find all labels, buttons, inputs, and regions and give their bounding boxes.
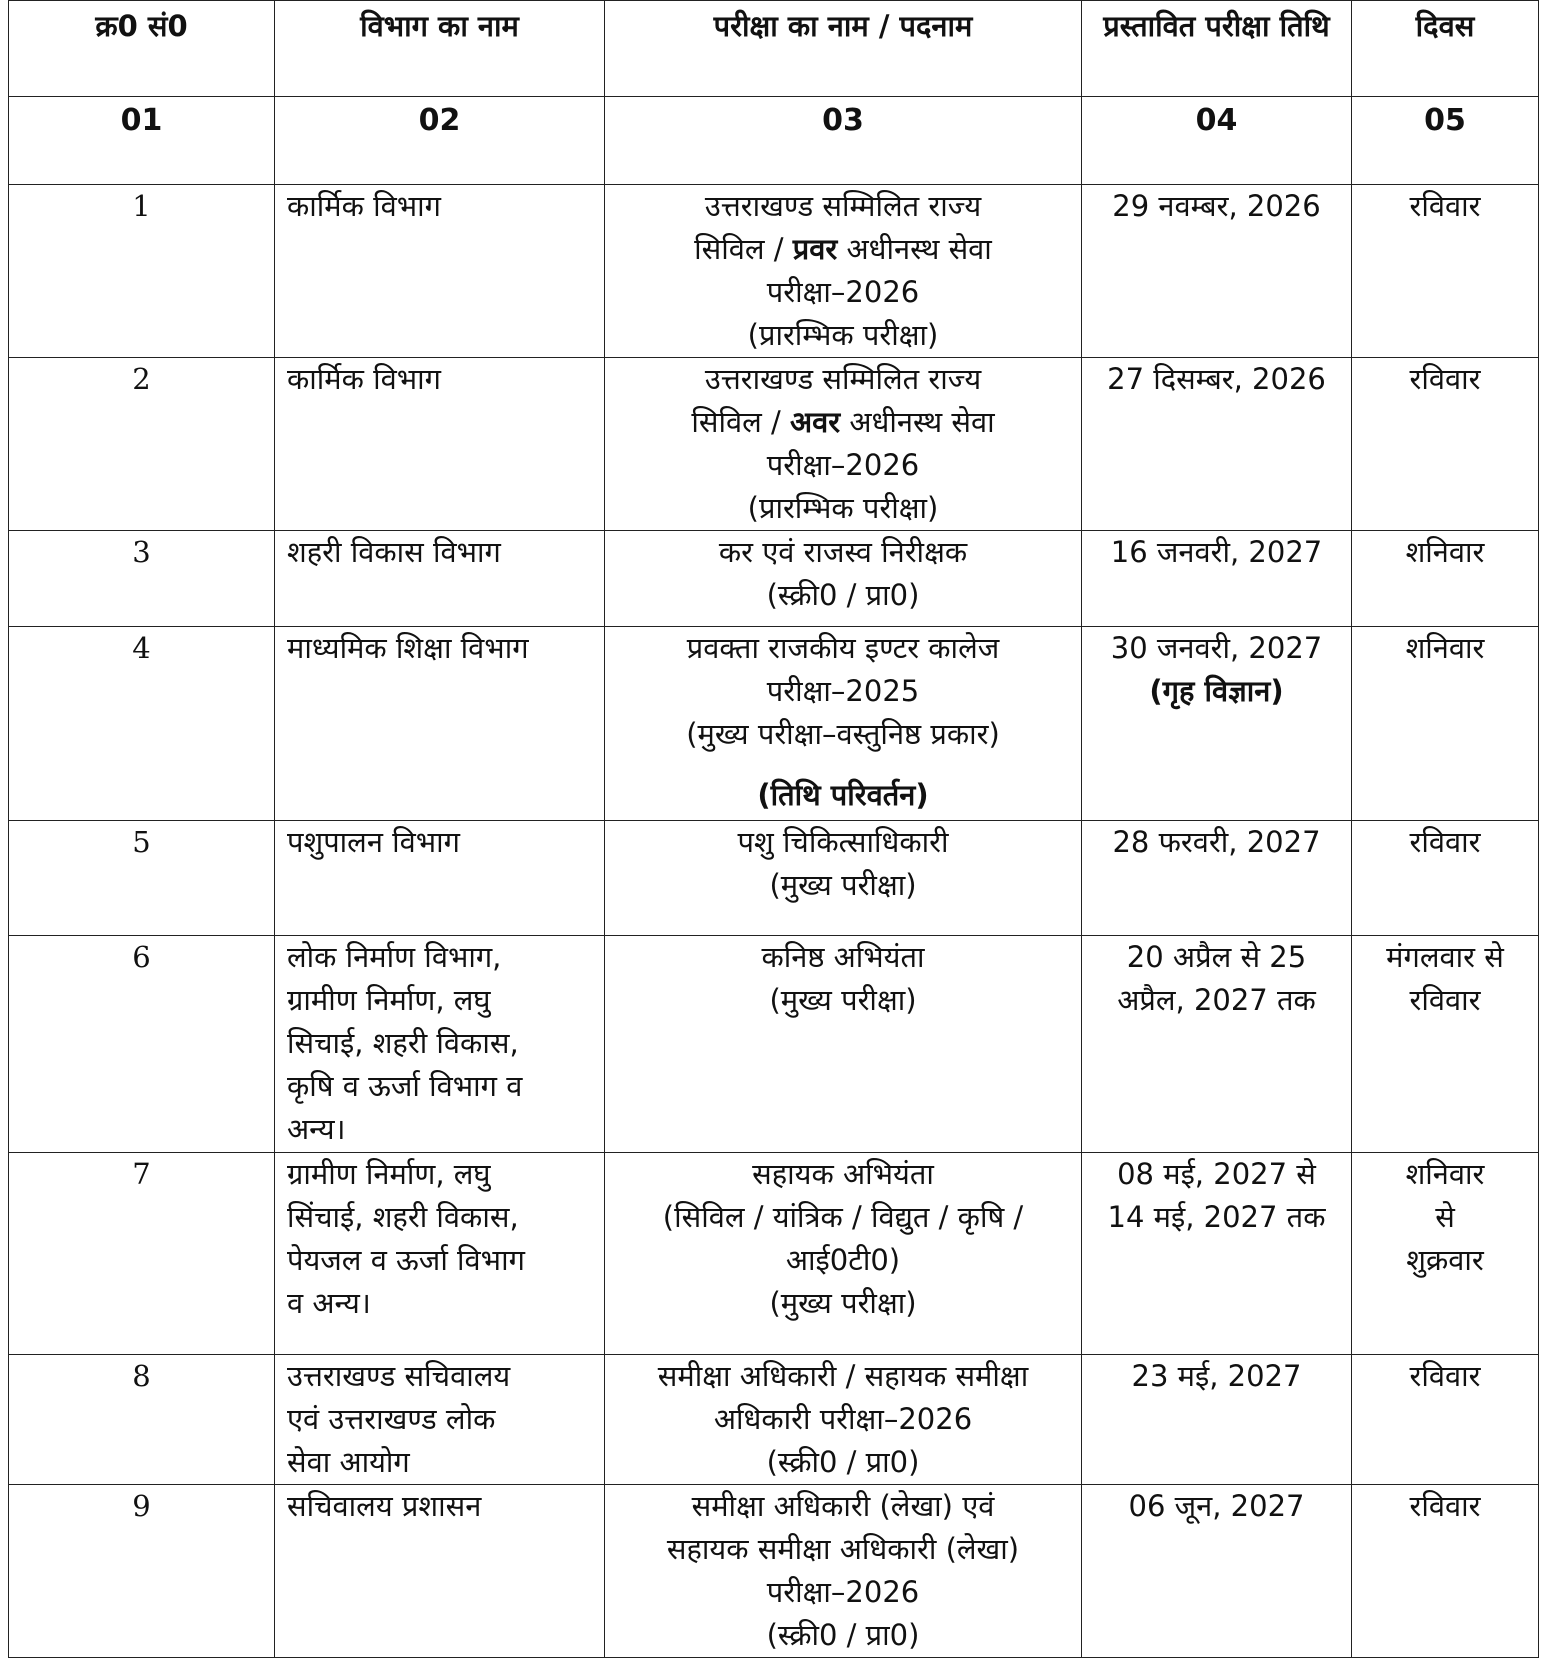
exam-date-line: 20 अप्रैल से 25 xyxy=(1126,940,1307,974)
exam-day: शनिवार xyxy=(1352,627,1539,821)
column-number: 05 xyxy=(1352,97,1539,185)
exam-text: अधीनस्थ सेवा xyxy=(840,405,995,439)
department-line: अन्य। xyxy=(287,1112,346,1146)
table-row xyxy=(9,185,1539,358)
exam-name xyxy=(605,1153,1082,1355)
serial-number: 7 xyxy=(9,1153,275,1355)
exam-day-line: शुक्रवार xyxy=(1406,1243,1484,1277)
exam-date: 29 नवम्बर, 2026 xyxy=(1082,185,1352,358)
table-row xyxy=(9,821,1539,936)
serial-number: 4 xyxy=(9,627,275,821)
exam-line: परीक्षा–2026 xyxy=(766,275,920,309)
exam-line: प्रवक्ता राजकीय इण्टर कालेज xyxy=(686,631,1000,665)
department-name: सचिवालय प्रशासन xyxy=(275,1485,605,1658)
exam-line: अधिकारी परीक्षा–2026 xyxy=(713,1402,973,1436)
table-row xyxy=(9,936,1539,1153)
exam-line: (स्क्री0 / प्रा0) xyxy=(766,1618,920,1652)
exam-line: परीक्षा–2026 xyxy=(766,1575,920,1609)
serial-number: 9 xyxy=(9,1485,275,1658)
exam-line: (प्रारम्भिक परीक्षा) xyxy=(747,491,939,525)
exam-line: कनिष्ठ अभियंता xyxy=(761,940,925,974)
exam-date xyxy=(1082,627,1352,821)
column-number-row xyxy=(9,97,1539,185)
exam-day: शनिवार xyxy=(1352,531,1539,627)
exam-line: उत्तराखण्ड सम्मिलित राज्य xyxy=(704,362,982,396)
exam-text: अधीनस्थ सेवा xyxy=(837,232,992,266)
exam-day-line: मंगलवार से xyxy=(1386,940,1504,974)
exam-day: रविवार xyxy=(1352,358,1539,531)
department-name: पशुपालन विभाग xyxy=(275,821,605,936)
department-line: सिचाई, शहरी विकास, xyxy=(287,1026,519,1060)
department-name: माध्यमिक शिक्षा विभाग xyxy=(275,627,605,821)
exam-name xyxy=(605,1485,1082,1658)
serial-number: 8 xyxy=(9,1355,275,1485)
exam-day: रविवार xyxy=(1352,185,1539,358)
column-number: 03 xyxy=(605,97,1082,185)
column-number: 02 xyxy=(275,97,605,185)
exam-line xyxy=(617,228,1069,271)
exam-date-line: 14 मई, 2027 तक xyxy=(1107,1200,1326,1234)
department-line: व अन्य। xyxy=(287,1286,371,1320)
serial-number: 2 xyxy=(9,358,275,531)
exam-name xyxy=(605,627,1082,821)
exam-line: कर एवं राजस्व निरीक्षक xyxy=(718,535,968,569)
exam-line: उत्तराखण्ड सम्मिलित राज्य xyxy=(704,189,982,223)
header-row xyxy=(9,1,1539,97)
exam-line: आई0टी0) xyxy=(785,1243,901,1277)
table-row xyxy=(9,627,1539,821)
exam-date xyxy=(1082,936,1352,1153)
exam-line: (सिविल / यांत्रिक / विद्युत / कृषि / xyxy=(662,1200,1024,1234)
serial-number: 6 xyxy=(9,936,275,1153)
department-name: कार्मिक विभाग xyxy=(275,185,605,358)
exam-day: रविवार xyxy=(1352,1355,1539,1485)
table-row xyxy=(9,1355,1539,1485)
department-name xyxy=(275,936,605,1153)
exam-line: (प्रारम्भिक परीक्षा) xyxy=(747,318,939,352)
exam-name xyxy=(605,1355,1082,1485)
table-row xyxy=(9,531,1539,627)
exam-date-line: 08 मई, 2027 से xyxy=(1117,1157,1316,1191)
exam-date: 16 जनवरी, 2027 xyxy=(1082,531,1352,627)
column-number: 01 xyxy=(9,97,275,185)
exam-line: (मुख्य परीक्षा) xyxy=(769,983,917,1017)
exam-subject-note: (गृह विज्ञान) xyxy=(1149,674,1284,708)
exam-day-line: शनिवार xyxy=(1405,1157,1485,1191)
table-row xyxy=(9,1153,1539,1355)
column-number: 04 xyxy=(1082,97,1352,185)
serial-number: 1 xyxy=(9,185,275,358)
department-name: कार्मिक विभाग xyxy=(275,358,605,531)
header-exam-name: परीक्षा का नाम / पदनाम xyxy=(605,1,1082,97)
exam-line: परीक्षा–2026 xyxy=(766,448,920,482)
exam-name xyxy=(605,185,1082,358)
exam-day: रविवार xyxy=(1352,1485,1539,1658)
exam-name xyxy=(605,531,1082,627)
department-line: एवं उत्तराखण्ड लोक xyxy=(287,1402,496,1436)
exam-day-line: रविवार xyxy=(1409,983,1481,1017)
table-row xyxy=(9,1485,1539,1658)
exam-date: 27 दिसम्बर, 2026 xyxy=(1082,358,1352,531)
exam-day xyxy=(1352,1153,1539,1355)
serial-number: 5 xyxy=(9,821,275,936)
department-name: शहरी विकास विभाग xyxy=(275,531,605,627)
department-line: कृषि व ऊर्जा विभाग व xyxy=(287,1069,523,1103)
exam-line: समीक्षा अधिकारी (लेखा) एवं xyxy=(691,1489,995,1523)
header-serial-number: क्र0 सं0 xyxy=(9,1,275,97)
date-change-note: (तिथि परिवर्तन) xyxy=(757,778,929,812)
exam-day: रविवार xyxy=(1352,821,1539,936)
exam-emphasis: प्रवर xyxy=(792,232,838,266)
serial-number: 3 xyxy=(9,531,275,627)
exam-date: 06 जून, 2027 xyxy=(1082,1485,1352,1658)
exam-line: (मुख्य परीक्षा) xyxy=(769,868,917,902)
exam-date: 28 फरवरी, 2027 xyxy=(1082,821,1352,936)
department-line: सेवा आयोग xyxy=(287,1445,410,1479)
exam-line: समीक्षा अधिकारी / सहायक समीक्षा xyxy=(657,1359,1029,1393)
department-line: सिंचाई, शहरी विकास, xyxy=(287,1200,519,1234)
exam-line: परीक्षा–2025 xyxy=(766,674,920,708)
department-line: उत्तराखण्ड सचिवालय xyxy=(287,1359,511,1393)
exam-line: (मुख्य परीक्षा) xyxy=(769,1286,917,1320)
header-day: दिवस xyxy=(1352,1,1539,97)
exam-line xyxy=(617,401,1069,444)
exam-date-line: अप्रैल, 2027 तक xyxy=(1117,983,1316,1017)
exam-schedule-document xyxy=(8,0,1538,1658)
exam-emphasis: अवर xyxy=(789,405,841,439)
department-line: ग्रामीण निर्माण, लघु xyxy=(287,1157,491,1191)
exam-date-text: 30 जनवरी, 2027 xyxy=(1110,631,1323,665)
exam-schedule-table xyxy=(8,0,1539,1658)
table-row xyxy=(9,358,1539,531)
header-proposed-exam-date: प्रस्तावित परीक्षा तिथि xyxy=(1082,1,1352,97)
exam-text: सिविल / xyxy=(691,405,790,439)
exam-name xyxy=(605,358,1082,531)
exam-name xyxy=(605,936,1082,1153)
exam-line: सहायक अभियंता xyxy=(752,1157,934,1191)
department-name xyxy=(275,1355,605,1485)
exam-day xyxy=(1352,936,1539,1153)
exam-day-line: से xyxy=(1435,1200,1455,1234)
exam-line: (स्क्री0 / प्रा0) xyxy=(766,1445,920,1479)
header-department-name: विभाग का नाम xyxy=(275,1,605,97)
department-name xyxy=(275,1153,605,1355)
exam-line: पशु चिकित्साधिकारी xyxy=(737,825,949,859)
exam-line: सहायक समीक्षा अधिकारी (लेखा) xyxy=(666,1532,1020,1566)
exam-name xyxy=(605,821,1082,936)
exam-date: 23 मई, 2027 xyxy=(1082,1355,1352,1485)
department-line: पेयजल व ऊर्जा विभाग xyxy=(287,1243,525,1277)
department-line: लोक निर्माण विभाग, xyxy=(287,940,502,974)
exam-line: (स्क्री0 / प्रा0) xyxy=(766,578,920,612)
exam-text: सिविल / xyxy=(694,232,793,266)
department-line: ग्रामीण निर्माण, लघु xyxy=(287,983,491,1017)
exam-line: (मुख्य परीक्षा–वस्तुनिष्ठ प्रकार) xyxy=(686,717,1000,751)
exam-date xyxy=(1082,1153,1352,1355)
